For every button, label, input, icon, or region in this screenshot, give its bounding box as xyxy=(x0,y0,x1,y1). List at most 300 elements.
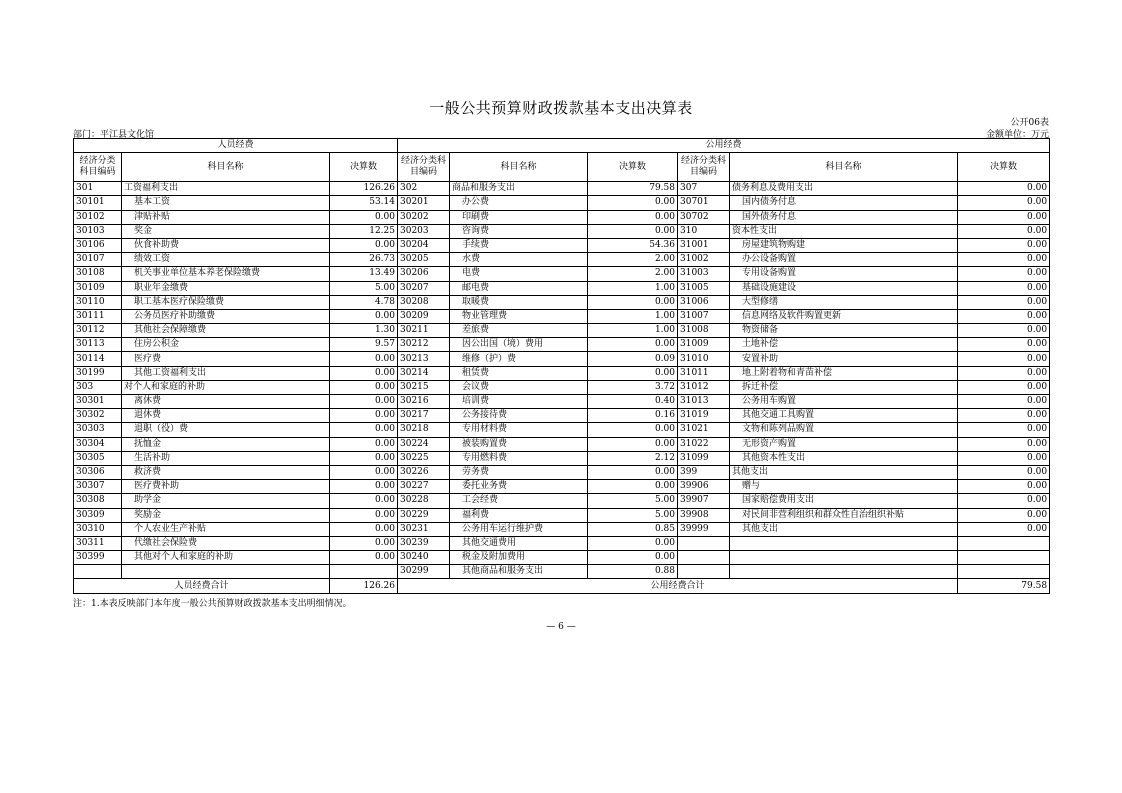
name-cell: 奖金 xyxy=(122,224,330,238)
col-name-3: 科目名称 xyxy=(730,153,958,182)
name-cell: 土地补偿 xyxy=(730,338,958,352)
code-cell: 31022 xyxy=(678,437,730,451)
amount-cell: 79.58 xyxy=(588,182,678,196)
table-row xyxy=(74,409,1050,423)
amount-cell: 5.00 xyxy=(588,508,678,522)
name-cell: 代缴社会保险费 xyxy=(122,536,330,550)
name-cell: 会议费 xyxy=(450,380,588,394)
code-cell: 30101 xyxy=(74,196,122,210)
code-cell: 30113 xyxy=(74,338,122,352)
code-cell: 30303 xyxy=(74,423,122,437)
amount-cell: 3.72 xyxy=(588,380,678,394)
amount-cell: 0.00 xyxy=(958,409,1050,423)
amount-cell: 0.00 xyxy=(958,253,1050,267)
name-cell: 个人农业生产补贴 xyxy=(122,522,330,536)
col-code-1: 经济分类科目编码 xyxy=(74,153,122,182)
public-total-value: 79.58 xyxy=(958,579,1050,593)
code-cell: 31003 xyxy=(678,267,730,281)
code-cell: 30103 xyxy=(74,224,122,238)
amount-cell: 0.00 xyxy=(330,409,398,423)
amount-cell: 0.00 xyxy=(330,395,398,409)
amount-cell: 0.00 xyxy=(588,295,678,309)
amount-cell: 0.00 xyxy=(588,437,678,451)
code-cell: 30302 xyxy=(74,409,122,423)
name-cell: 国外债务付息 xyxy=(730,210,958,224)
amount-cell: 0.00 xyxy=(958,224,1050,238)
amount-cell: 1.30 xyxy=(330,324,398,338)
table-row xyxy=(74,395,1050,409)
name-cell: 房屋建筑物购建 xyxy=(730,238,958,252)
amount-cell: 0.00 xyxy=(588,536,678,550)
amount-cell: 0.00 xyxy=(958,210,1050,224)
name-cell: 公务用车运行维护费 xyxy=(450,522,588,536)
name-cell: 物业管理费 xyxy=(450,309,588,323)
amount-cell: 0.00 xyxy=(958,196,1050,210)
amount-cell: 0.00 xyxy=(588,210,678,224)
amount-cell: 0.00 xyxy=(330,238,398,252)
name-cell: 咨询费 xyxy=(450,224,588,238)
code-cell: 30213 xyxy=(398,352,450,366)
code-cell: 30227 xyxy=(398,480,450,494)
code-cell: 31006 xyxy=(678,295,730,309)
code-cell: 30229 xyxy=(398,508,450,522)
col-name-2: 科目名称 xyxy=(450,153,588,182)
code-cell: 30102 xyxy=(74,210,122,224)
table-body xyxy=(74,182,1050,579)
code-cell: 31012 xyxy=(678,380,730,394)
table-row xyxy=(74,423,1050,437)
code-cell: 30114 xyxy=(74,352,122,366)
code-cell: 30311 xyxy=(74,536,122,550)
name-cell: 取暖费 xyxy=(450,295,588,309)
table-row xyxy=(74,352,1050,366)
amount-cell: 0.00 xyxy=(958,451,1050,465)
code-cell: 30208 xyxy=(398,295,450,309)
code-cell: 310 xyxy=(678,224,730,238)
name-cell: 其他商品和服务支出 xyxy=(450,565,588,579)
amount-cell: 26.73 xyxy=(330,253,398,267)
code-cell: 31002 xyxy=(678,253,730,267)
code-cell: 39999 xyxy=(678,522,730,536)
amount-cell: 1.00 xyxy=(588,309,678,323)
amount-cell: 9.57 xyxy=(330,338,398,352)
amount-cell: 0.00 xyxy=(588,480,678,494)
footnote: 注：1.本表反映部门本年度一般公共预算财政拨款基本支出明细情况。 xyxy=(73,599,352,609)
amount-cell: 0.00 xyxy=(958,480,1050,494)
name-cell: 机关事业单位基本养老保险缴费 xyxy=(122,267,330,281)
name-cell: 助学金 xyxy=(122,494,330,508)
amount-cell: 0.00 xyxy=(330,522,398,536)
code-cell: 31010 xyxy=(678,352,730,366)
amount-cell: 0.16 xyxy=(588,409,678,423)
amount-cell: 0.88 xyxy=(588,565,678,579)
amount-cell xyxy=(330,565,398,579)
code-cell: 30206 xyxy=(398,267,450,281)
code-cell: 30112 xyxy=(74,324,122,338)
name-cell: 办公设备购置 xyxy=(730,253,958,267)
code-cell: 30203 xyxy=(398,224,450,238)
code-cell: 30216 xyxy=(398,395,450,409)
code-cell: 31011 xyxy=(678,366,730,380)
amount-cell: 0.00 xyxy=(330,309,398,323)
amount-cell xyxy=(958,565,1050,579)
amount-cell: 0.00 xyxy=(330,366,398,380)
amount-cell: 5.00 xyxy=(588,494,678,508)
amount-cell: 0.00 xyxy=(330,508,398,522)
amount-cell: 0.00 xyxy=(958,352,1050,366)
code-cell: 30217 xyxy=(398,409,450,423)
name-cell: 委托业务费 xyxy=(450,480,588,494)
code-cell: 30310 xyxy=(74,522,122,536)
name-cell: 水费 xyxy=(450,253,588,267)
code-cell: 30308 xyxy=(74,494,122,508)
code-cell xyxy=(678,551,730,565)
amount-cell: 0.00 xyxy=(958,395,1050,409)
code-cell: 30701 xyxy=(678,196,730,210)
code-cell: 301 xyxy=(74,182,122,196)
name-cell: 退休费 xyxy=(122,409,330,423)
code-cell: 30309 xyxy=(74,508,122,522)
name-cell: 拆迁补偿 xyxy=(730,380,958,394)
amount-cell xyxy=(958,536,1050,550)
amount-cell: 0.00 xyxy=(958,324,1050,338)
code-cell: 30199 xyxy=(74,366,122,380)
name-cell: 其他对个人和家庭的补助 xyxy=(122,551,330,565)
amount-cell: 0.00 xyxy=(958,508,1050,522)
col-name-1: 科目名称 xyxy=(122,153,330,182)
amount-cell: 2.00 xyxy=(588,267,678,281)
code-cell xyxy=(74,565,122,579)
amount-cell: 4.78 xyxy=(330,295,398,309)
code-cell: 30218 xyxy=(398,423,450,437)
name-cell: 债务利息及费用支出 xyxy=(730,182,958,196)
amount-cell: 0.00 xyxy=(958,295,1050,309)
code-cell: 30240 xyxy=(398,551,450,565)
code-cell: 30304 xyxy=(74,437,122,451)
name-cell: 资本性支出 xyxy=(730,224,958,238)
amount-cell: 0.00 xyxy=(330,536,398,550)
department-label: 部门：平江县文化馆 xyxy=(73,130,155,140)
code-cell: 30399 xyxy=(74,551,122,565)
amount-cell: 0.00 xyxy=(588,366,678,380)
name-cell: 职工基本医疗保险缴费 xyxy=(122,295,330,309)
amount-cell: 0.00 xyxy=(958,380,1050,394)
name-cell: 福利费 xyxy=(450,508,588,522)
code-cell: 39907 xyxy=(678,494,730,508)
code-cell: 31099 xyxy=(678,451,730,465)
name-cell: 其他交通费用 xyxy=(450,536,588,550)
amount-cell: 0.00 xyxy=(330,352,398,366)
name-cell: 救济费 xyxy=(122,465,330,479)
table-row xyxy=(74,267,1050,281)
amount-cell: 0.00 xyxy=(958,309,1050,323)
table-row xyxy=(74,380,1050,394)
code-cell: 30231 xyxy=(398,522,450,536)
table-row xyxy=(74,508,1050,522)
table-row xyxy=(74,522,1050,536)
table-row xyxy=(74,480,1050,494)
name-cell: 劳务费 xyxy=(450,465,588,479)
name-cell: 伙食补助费 xyxy=(122,238,330,252)
amount-cell: 0.00 xyxy=(958,494,1050,508)
amount-cell: 0.00 xyxy=(958,423,1050,437)
amount-cell: 0.00 xyxy=(588,224,678,238)
table-row xyxy=(74,238,1050,252)
code-cell: 303 xyxy=(74,380,122,394)
name-cell: 赠与 xyxy=(730,480,958,494)
expenditure-table xyxy=(73,138,1050,594)
amount-cell: 1.00 xyxy=(588,324,678,338)
personnel-header: 人员经费 xyxy=(74,139,398,153)
code-cell: 31013 xyxy=(678,395,730,409)
page-number: — 6 — xyxy=(546,622,576,632)
table-row xyxy=(74,338,1050,352)
name-cell: 津贴补贴 xyxy=(122,210,330,224)
personnel-total-label: 人员经费合计 xyxy=(74,579,330,593)
name-cell: 税金及附加费用 xyxy=(450,551,588,565)
amount-cell: 13.49 xyxy=(330,267,398,281)
table-row xyxy=(74,253,1050,267)
code-cell: 30305 xyxy=(74,451,122,465)
name-cell: 被装购置费 xyxy=(450,437,588,451)
name-cell: 医疗费补助 xyxy=(122,480,330,494)
name-cell: 无形资产购置 xyxy=(730,437,958,451)
name-cell: 其他支出 xyxy=(730,522,958,536)
name-cell: 维修（护）费 xyxy=(450,352,588,366)
name-cell: 地上附着物和青苗补偿 xyxy=(730,366,958,380)
table-row xyxy=(74,224,1050,238)
amount-cell: 0.00 xyxy=(958,366,1050,380)
name-cell: 退职（役）费 xyxy=(122,423,330,437)
name-cell: 信息网络及软件购置更新 xyxy=(730,309,958,323)
name-cell: 医疗费 xyxy=(122,352,330,366)
code-cell: 30215 xyxy=(398,380,450,394)
code-cell: 30301 xyxy=(74,395,122,409)
code-cell: 30214 xyxy=(398,366,450,380)
code-cell: 399 xyxy=(678,465,730,479)
table-row xyxy=(74,295,1050,309)
code-cell: 307 xyxy=(678,182,730,196)
amount-cell: 54.36 xyxy=(588,238,678,252)
table-row xyxy=(74,451,1050,465)
amount-cell: 0.00 xyxy=(588,551,678,565)
name-cell: 离休费 xyxy=(122,395,330,409)
personnel-total-value: 126.26 xyxy=(330,579,398,593)
name-cell: 商品和服务支出 xyxy=(450,182,588,196)
code-cell: 31021 xyxy=(678,423,730,437)
code-cell: 30239 xyxy=(398,536,450,550)
amount-cell: 12.25 xyxy=(330,224,398,238)
code-cell: 30110 xyxy=(74,295,122,309)
name-cell: 对个人和家庭的补助 xyxy=(122,380,330,394)
code-cell: 30702 xyxy=(678,210,730,224)
name-cell: 专用设备购置 xyxy=(730,267,958,281)
code-cell: 30209 xyxy=(398,309,450,323)
name-cell xyxy=(122,565,330,579)
table-row xyxy=(74,437,1050,451)
name-cell xyxy=(730,551,958,565)
amount-cell: 0.00 xyxy=(330,465,398,479)
code-cell: 30299 xyxy=(398,565,450,579)
code-cell: 39906 xyxy=(678,480,730,494)
code-cell: 31007 xyxy=(678,309,730,323)
name-cell: 其他工资福利支出 xyxy=(122,366,330,380)
code-cell: 30306 xyxy=(74,465,122,479)
name-cell: 其他交通工具购置 xyxy=(730,409,958,423)
amount-cell: 0.00 xyxy=(330,451,398,465)
amount-cell: 0.00 xyxy=(958,465,1050,479)
table-row xyxy=(74,182,1050,196)
name-cell: 工资福利支出 xyxy=(122,182,330,196)
amount-cell: 2.00 xyxy=(588,253,678,267)
table-row xyxy=(74,494,1050,508)
amount-cell: 0.00 xyxy=(330,551,398,565)
code-cell: 30201 xyxy=(398,196,450,210)
code-cell xyxy=(678,565,730,579)
name-cell: 专用材料费 xyxy=(450,423,588,437)
amount-cell: 0.85 xyxy=(588,522,678,536)
amount-cell: 0.00 xyxy=(588,465,678,479)
public-header: 公用经费 xyxy=(398,139,1050,153)
name-cell: 国家赔偿费用支出 xyxy=(730,494,958,508)
code-cell: 31019 xyxy=(678,409,730,423)
code-cell: 30107 xyxy=(74,253,122,267)
name-cell: 大型修缮 xyxy=(730,295,958,309)
name-cell: 安置补助 xyxy=(730,352,958,366)
table-row xyxy=(74,465,1050,479)
code-cell: 30108 xyxy=(74,267,122,281)
code-cell: 31008 xyxy=(678,324,730,338)
name-cell: 因公出国（境）费用 xyxy=(450,338,588,352)
amount-cell: 0.00 xyxy=(958,338,1050,352)
amount-cell: 0.00 xyxy=(958,267,1050,281)
col-amount-2: 决算数 xyxy=(588,153,678,182)
form-number: 公开06表 xyxy=(1010,118,1049,128)
name-cell: 物资储备 xyxy=(730,324,958,338)
amount-cell: 0.00 xyxy=(958,522,1050,536)
col-code-3: 经济分类科目编码 xyxy=(678,153,730,182)
amount-cell: 0.00 xyxy=(330,494,398,508)
amount-cell: 0.00 xyxy=(588,338,678,352)
col-amount-1: 决算数 xyxy=(330,153,398,182)
name-cell: 生活补助 xyxy=(122,451,330,465)
name-cell: 其他支出 xyxy=(730,465,958,479)
amount-cell: 0.00 xyxy=(958,238,1050,252)
name-cell: 印刷费 xyxy=(450,210,588,224)
amount-cell: 2.12 xyxy=(588,451,678,465)
name-cell xyxy=(730,565,958,579)
amount-cell: 1.00 xyxy=(588,281,678,295)
amount-cell: 0.00 xyxy=(958,182,1050,196)
code-cell: 302 xyxy=(398,182,450,196)
name-cell: 差旅费 xyxy=(450,324,588,338)
name-cell: 其他资本性支出 xyxy=(730,451,958,465)
amount-cell xyxy=(958,551,1050,565)
amount-cell: 5.00 xyxy=(330,281,398,295)
name-cell: 职业年金缴费 xyxy=(122,281,330,295)
table-row xyxy=(74,366,1050,380)
name-cell: 绩效工资 xyxy=(122,253,330,267)
totals-row xyxy=(74,579,1050,593)
amount-cell: 0.00 xyxy=(330,210,398,224)
name-cell: 住房公积金 xyxy=(122,338,330,352)
code-cell: 39908 xyxy=(678,508,730,522)
code-cell: 30106 xyxy=(74,238,122,252)
public-total-label: 公用经费合计 xyxy=(398,579,958,593)
code-cell: 30204 xyxy=(398,238,450,252)
name-cell: 培训费 xyxy=(450,395,588,409)
name-cell: 其他社会保障缴费 xyxy=(122,324,330,338)
code-cell: 30207 xyxy=(398,281,450,295)
page-title: 一般公共预算财政拨款基本支出决算表 xyxy=(429,99,693,117)
name-cell: 专用燃料费 xyxy=(450,451,588,465)
name-cell: 办公费 xyxy=(450,196,588,210)
table-row xyxy=(74,536,1050,550)
name-cell: 文物和陈列品购置 xyxy=(730,423,958,437)
name-cell: 工会经费 xyxy=(450,494,588,508)
unit-label: 金额单位：万元 xyxy=(985,130,1049,140)
amount-cell: 126.26 xyxy=(330,182,398,196)
code-cell: 30224 xyxy=(398,437,450,451)
amount-cell: 0.00 xyxy=(330,437,398,451)
code-cell: 30211 xyxy=(398,324,450,338)
name-cell: 基本工资 xyxy=(122,196,330,210)
table-row xyxy=(74,324,1050,338)
code-cell xyxy=(678,536,730,550)
name-cell: 公务员医疗补助缴费 xyxy=(122,309,330,323)
code-cell: 31005 xyxy=(678,281,730,295)
amount-cell: 53.14 xyxy=(330,196,398,210)
amount-cell: 0.40 xyxy=(588,395,678,409)
code-cell: 30202 xyxy=(398,210,450,224)
table-row xyxy=(74,565,1050,579)
code-cell: 30111 xyxy=(74,309,122,323)
name-cell: 公务用车购置 xyxy=(730,395,958,409)
name-cell: 邮电费 xyxy=(450,281,588,295)
code-cell: 30226 xyxy=(398,465,450,479)
code-cell: 31001 xyxy=(678,238,730,252)
table-row xyxy=(74,281,1050,295)
name-cell: 租赁费 xyxy=(450,366,588,380)
name-cell: 抚恤金 xyxy=(122,437,330,451)
name-cell: 电费 xyxy=(450,267,588,281)
amount-cell: 0.09 xyxy=(588,352,678,366)
table-row xyxy=(74,309,1050,323)
table-row xyxy=(74,210,1050,224)
amount-cell: 0.00 xyxy=(330,423,398,437)
code-cell: 30307 xyxy=(74,480,122,494)
name-cell: 奖励金 xyxy=(122,508,330,522)
amount-cell: 0.00 xyxy=(588,423,678,437)
code-cell: 30109 xyxy=(74,281,122,295)
code-cell: 30228 xyxy=(398,494,450,508)
amount-cell: 0.00 xyxy=(588,196,678,210)
name-cell: 基础设施建设 xyxy=(730,281,958,295)
code-cell: 30225 xyxy=(398,451,450,465)
col-amount-3: 决算数 xyxy=(958,153,1050,182)
name-cell: 对民间非营利组织和群众性自治组织补贴 xyxy=(730,508,958,522)
amount-cell: 0.00 xyxy=(330,380,398,394)
name-cell xyxy=(730,536,958,550)
name-cell: 手续费 xyxy=(450,238,588,252)
code-cell: 31009 xyxy=(678,338,730,352)
amount-cell: 0.00 xyxy=(330,480,398,494)
amount-cell: 0.00 xyxy=(958,437,1050,451)
col-code-2: 经济分类科目编码 xyxy=(398,153,450,182)
table-row xyxy=(74,551,1050,565)
table-row xyxy=(74,196,1050,210)
code-cell: 30205 xyxy=(398,253,450,267)
